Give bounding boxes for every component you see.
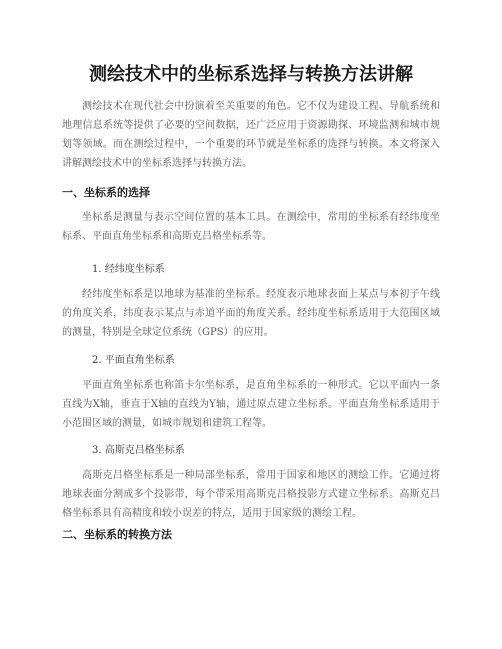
paragraph-cartesian: 平面直角坐标系也称笛卡尔坐标系，是直角坐标系的一种形式。它以平面内一条直线为X轴，垂直于X轴的直线为Y轴，通过原点建立坐标系。平面直角坐标系适用于小范围区域的测量，如城市规划和建筑工程等。 xyxy=(62,380,440,429)
subheading-cartesian: 2. 平面直角坐标系 xyxy=(92,355,175,366)
subheading-gauss-kruger: 3. 高斯克吕格坐标系 xyxy=(92,445,185,456)
subheading-lat-long: 1. 经纬度坐标系 xyxy=(92,264,165,275)
section-heading-coordinate-selection: 一、坐标系的选择 xyxy=(62,186,150,199)
paragraph-lat-long: 经纬度坐标系是以地球为基准的坐标系。经度表示地球表面上某点与本初子午线的角度关系，纬度表示某点与赤道平面的角度关系。经纬度坐标系适用于大范围区域的测量，特别是全球定位系统（GPS）的应用。 xyxy=(62,289,440,338)
section1-intro-paragraph: 坐标系是测量与表示空间位置的基本工具。在测绘中，常用的坐标系有经纬度坐标系、平面直角坐标系和高斯克吕格坐标系等。 xyxy=(62,212,440,242)
paragraph-gauss-kruger: 高斯克吕格坐标系是一种局部坐标系，常用于国家和地区的测绘工作。它通过将地球表面分割成多个投影带，每个带采用高斯克吕格投影方式建立坐标系。高斯克吕格坐标系具有高精度和较小误差的特点，适用于国家级的测绘工程。 xyxy=(62,470,440,519)
intro-paragraph: 测绘技术在现代社会中扮演着至关重要的角色。它不仅为建设工程、导航系统和地理信息系统等提供了必要的空间数据，还广泛应用于资源勘探、环境监测和城市规划等领域。而在测绘过程中，一个重要的环节就是坐标系的选择与转换。本文将深入讲解测绘技术中的坐标系选择与转换方法。 xyxy=(62,101,440,169)
document-title: 测绘技术中的坐标系选择与转换方法讲解 xyxy=(89,64,413,85)
section-heading-coordinate-conversion: 二、坐标系的转换方法 xyxy=(62,528,172,541)
